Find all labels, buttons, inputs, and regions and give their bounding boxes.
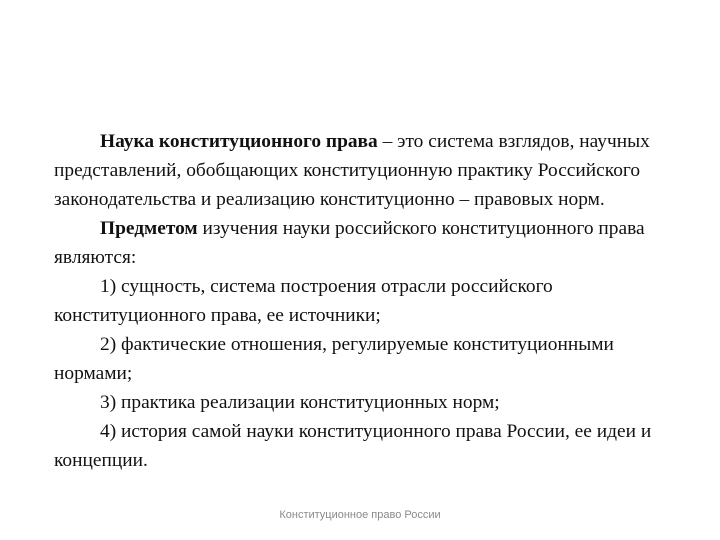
list-item: 2) фактические отношения, регулируемые конституционными нормами; xyxy=(54,334,614,384)
definition-paragraph xyxy=(54,127,694,214)
slide-body xyxy=(54,127,694,475)
slide-footer: Конституционное право России xyxy=(279,509,441,521)
list-item: 3) практика реализации конституционных норм; xyxy=(100,392,500,413)
subject-text: изучения науки российского конституционного права являются: xyxy=(54,218,645,268)
definition-term: Наука конституционного права xyxy=(100,131,378,152)
subject-term: Предметом xyxy=(100,218,198,239)
list-item: 4) история самой науки конституционного права России, ее идеи и концепции. xyxy=(54,421,652,471)
definition-text: – это система взглядов, научных представлений, обобщающих конституционную практику Российского законодательства и реализацию конституционно – правовых норм. xyxy=(54,131,650,210)
list-item: 1) сущность, система построения отрасли российского конституционного права, ее источники; xyxy=(54,276,553,326)
subject-paragraph xyxy=(54,214,694,272)
